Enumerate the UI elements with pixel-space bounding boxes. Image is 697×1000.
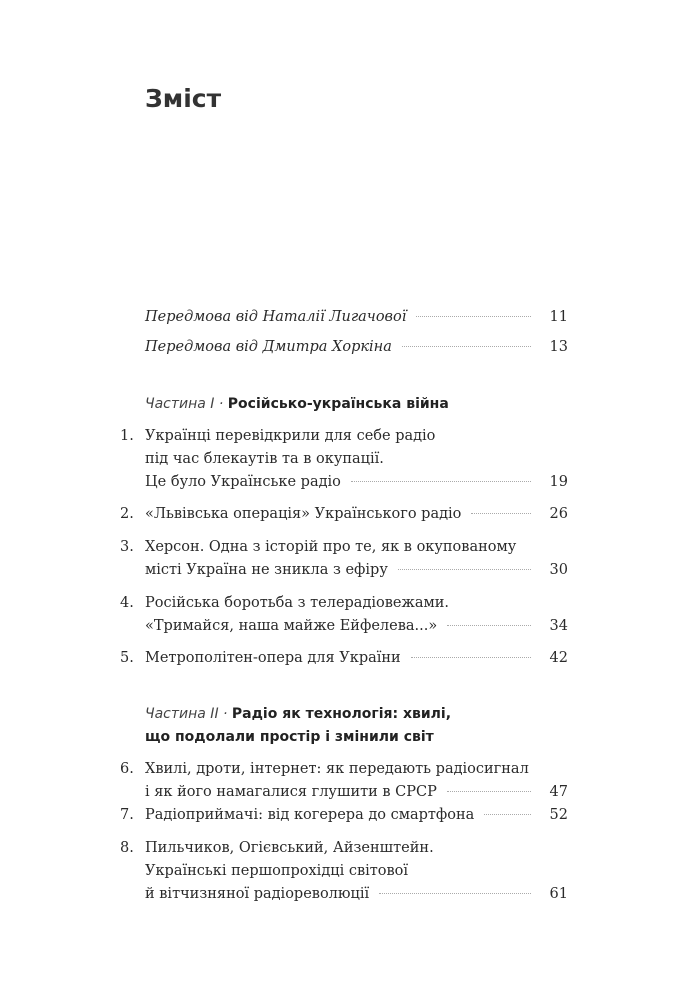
entry-title-last-line [145, 615, 568, 638]
dot-leader-line [398, 569, 531, 570]
entry-title-last-line [145, 306, 568, 329]
toc-entry [120, 503, 568, 526]
dot-leader [401, 661, 539, 662]
part-title: Радіо як технологія: хвилі, [231, 706, 452, 722]
entry-title-line: Метрополітен-опера для України [145, 650, 401, 666]
entry-title [145, 536, 568, 582]
entry-title [145, 758, 568, 804]
entry-title-line: й вітчизняної радіореволюції [145, 886, 370, 902]
entry-title-last-line [145, 647, 568, 670]
part-heading [145, 703, 451, 749]
entry-title-line: Хвилі, дроти, інтернет: як передають радіосигнал [145, 761, 529, 777]
part-title: Російсько-українська війна [227, 396, 449, 412]
entry-title-line: Херсон. Одна з історій про те, як в окупованому [145, 539, 517, 555]
dot-leader [474, 818, 539, 819]
entry-title-line: «Тримайся, наша майже Ейфелева...» [145, 618, 438, 634]
entry-title-last-line [145, 471, 568, 494]
chapter-number: 5. [120, 650, 134, 666]
toc-entry [120, 306, 568, 329]
page-number: 13 [549, 339, 568, 355]
entry-title [145, 425, 568, 494]
entry-title-line: під час блекаутів та в окупації. [145, 451, 384, 467]
entry-title-last-line [145, 336, 568, 359]
dot-leader-line [447, 791, 531, 792]
entry-title-last-line [145, 781, 568, 804]
toc-entry [120, 804, 568, 827]
chapter-number: 4. [120, 595, 134, 611]
entry-title-line: «Львівська операція» Українського радіо [145, 506, 462, 522]
dot-leader [369, 897, 539, 898]
page-number: 34 [549, 618, 568, 634]
chapter-number: 8. [120, 840, 134, 856]
page-number: 11 [549, 309, 568, 325]
dot-leader [392, 350, 539, 351]
part-label: Частина II · [145, 706, 228, 722]
dot-leader-line [379, 893, 531, 894]
toc-entry [120, 647, 568, 670]
chapter-number: 7. [120, 807, 134, 823]
entry-title-line: Пильчиков, Огієвський, Айзенштейн. [145, 840, 434, 856]
dot-leader-line [411, 657, 531, 658]
entry-title-line: Українські першопрохідці світової [145, 863, 409, 879]
page-number: 30 [549, 562, 568, 578]
entry-title-line: Українці перевідкрили для себе радіо [145, 428, 436, 444]
entry-title-last-line [145, 559, 568, 582]
entry-title-line: Російська боротьба з телерадіовежами. [145, 595, 450, 611]
dot-leader [341, 485, 539, 486]
entry-title-last-line [145, 503, 568, 526]
toc-entry [120, 758, 568, 804]
entry-title [145, 647, 568, 670]
toc-entry [120, 536, 568, 582]
entry-title-line: Передмова від Наталії Лигачової [145, 309, 407, 325]
chapter-number: 6. [120, 761, 134, 777]
toc-entry [120, 837, 568, 906]
entry-title [145, 592, 568, 638]
dot-leader [461, 517, 539, 518]
chapter-number: 3. [120, 539, 134, 555]
entry-title [145, 503, 568, 526]
entry-title-line: Це було Українське радіо [145, 474, 341, 490]
page-number: 47 [549, 784, 568, 800]
dot-leader-line [484, 814, 531, 815]
entry-title [145, 804, 568, 827]
page-number: 52 [549, 807, 568, 823]
entry-title-last-line [145, 804, 568, 827]
dot-leader-line [416, 316, 531, 317]
entry-title-last-line [145, 883, 568, 906]
page-number: 19 [549, 474, 568, 490]
toc-entry [120, 336, 568, 359]
entry-title [145, 336, 568, 359]
entry-title-line: і як його намагалися глушити в СРСР [145, 784, 437, 800]
entry-title-line: Радіоприймачі: від когерера до смартфона [145, 807, 475, 823]
page-number: 61 [549, 886, 568, 902]
entry-title [145, 306, 568, 329]
part-title: що подолали простір і змінили світ [145, 729, 434, 745]
toc-entry [120, 592, 568, 638]
dot-leader [388, 573, 539, 574]
part-heading [145, 393, 449, 416]
chapter-number: 2. [120, 506, 134, 522]
part-label: Частина I · [145, 396, 224, 412]
dot-leader-line [402, 346, 531, 347]
dot-leader [406, 320, 539, 321]
dot-leader [437, 795, 539, 796]
dot-leader-line [351, 481, 531, 482]
chapter-number: 1. [120, 428, 134, 444]
page-number: 26 [549, 506, 568, 522]
dot-leader [437, 629, 539, 630]
page-number: 42 [549, 650, 568, 666]
dot-leader-line [471, 513, 531, 514]
entry-title-line: Передмова від Дмитра Хоркіна [145, 339, 392, 355]
entry-title-line: місті Україна не зникла з ефіру [145, 562, 388, 578]
entry-title [145, 837, 568, 906]
toc-entry [120, 425, 568, 494]
dot-leader-line [447, 625, 531, 626]
page-title: Зміст [145, 84, 222, 113]
